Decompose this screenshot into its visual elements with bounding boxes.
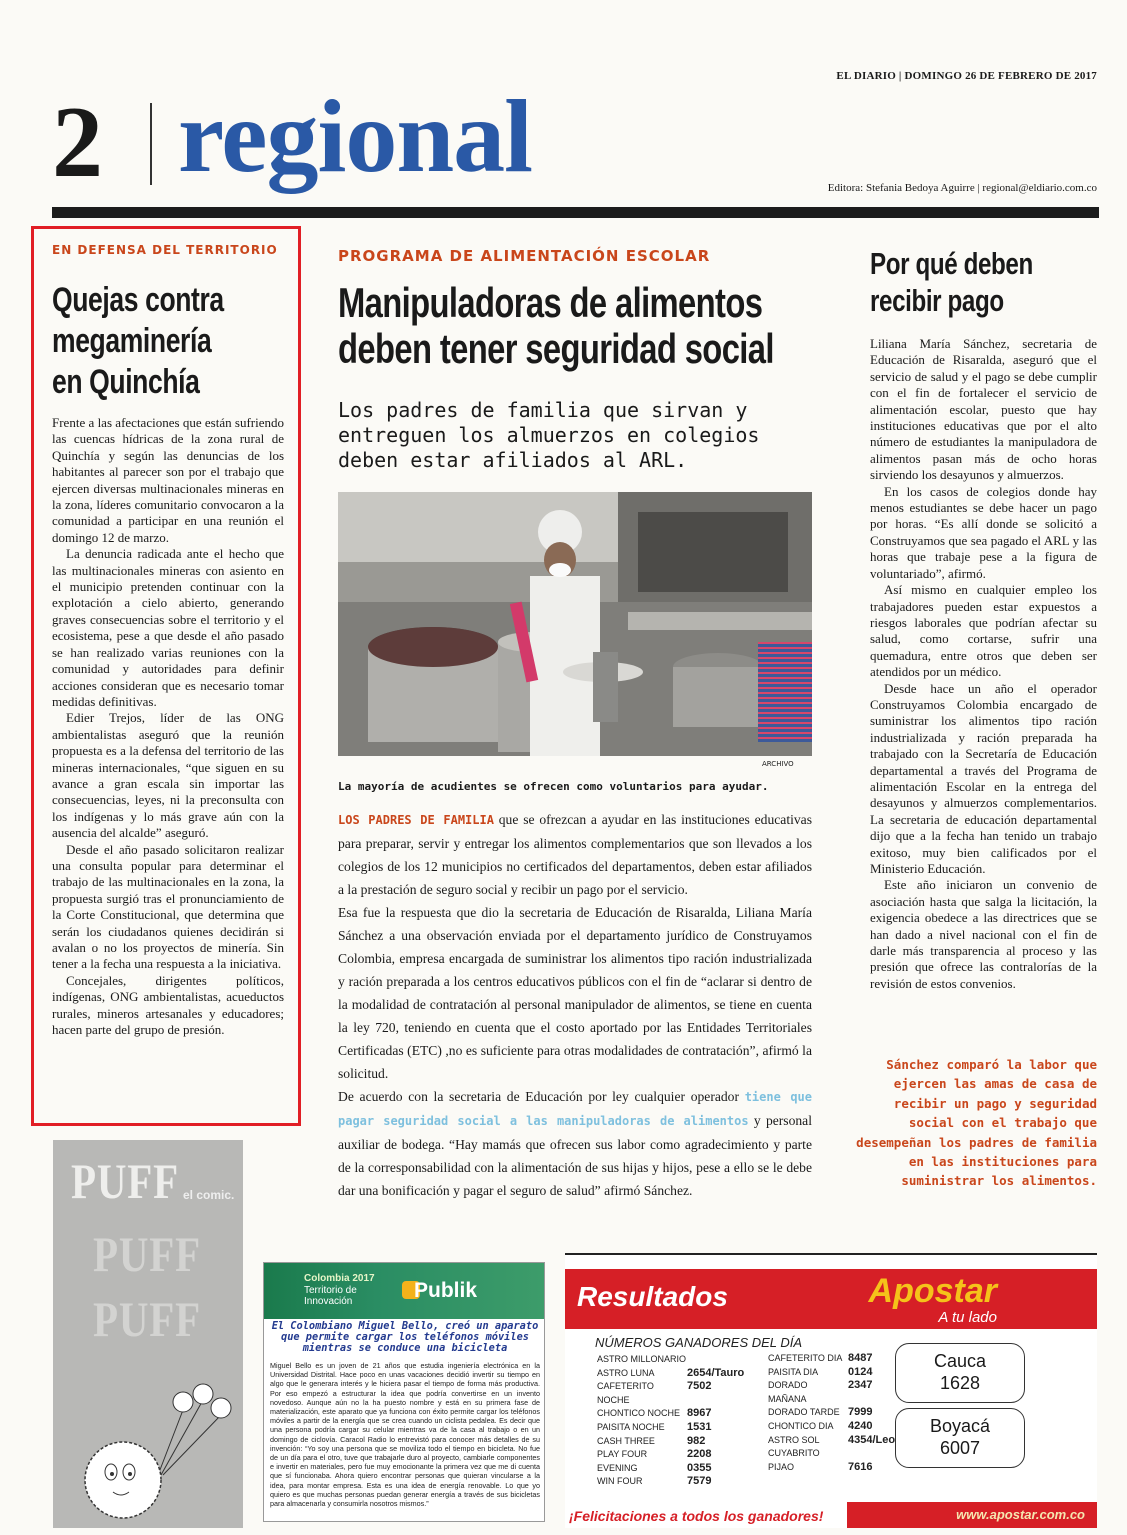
result-row xyxy=(768,1461,895,1475)
result-row xyxy=(768,1447,895,1461)
comic-puff: PUFF xyxy=(93,1291,202,1347)
result-row xyxy=(597,1475,744,1489)
paragraph-text: que se ofrezcan a ayudar en las instituciones educativas para preparar, servir y entregar los alimentos complementarios que son llevados a los colegios de los 12 municipios no certificados del departamentos, deben estar afiliados a la prestación de seguro social y recibir un pago por el servicio. xyxy=(338,812,812,897)
game-value: 4240 xyxy=(848,1419,873,1432)
center-article-body xyxy=(338,808,812,1202)
header-rule xyxy=(52,207,1099,218)
game-name: CHONTICO NOCHE xyxy=(597,1408,680,1419)
paragraph xyxy=(338,808,812,901)
result-row xyxy=(768,1420,895,1434)
apostar-congrats: ¡Felicitaciones a todos los ganadores! xyxy=(569,1508,824,1524)
comic-title: PUFF xyxy=(71,1153,180,1209)
result-row xyxy=(597,1462,744,1476)
apostar-brand: Apostar xyxy=(868,1272,997,1310)
game-name: CASH THREE xyxy=(597,1435,655,1446)
apostar-slogan: A tu lado xyxy=(938,1309,997,1326)
game-name: PLAY FOUR xyxy=(597,1449,648,1460)
result-row xyxy=(597,1367,744,1381)
publik-body: Miguel Bello es un joven de 21 años que estudia ingeniería electrónica en la Universidad Distrital. Hace poco en unas vacaciones decidió invertir su tiempo en algo que le generara interés y le hiciera pasar el tiempo de forma más productiva. Por eso empezó a estructurar la idea que podría convertirse en un invento novedoso. Aunque aún no la ha puesto nombre y está en su primera fase de materialización, este aparato que ya funciona con éxito permite cargar los teléfonos móviles a partir de la energía que se crea cuando un ciclista pedalea. Es decir que una persona podría cargar su celular mientras va de la casa al trabajo o en un domingo de ciclovía. Caracol Radio lo entrevistó para conocer más detalles de su invención: “Yo soy una persona que se moviliza todo el tiempo en bicicleta. No fue de un día para el otro, tuve que trabajarle duro al proyecto, cambiarle componentes e invertir en materiales, pero fue muy emocionante la primera vez que me di cuenta que sí funcionaba. Ahora quiero encontrar personas que quieran vincularse a la idea, para montar empresa. Esta es una idea de energía renovable. Lo que yo quiero es que muchas personas puedan generar energía a través de sus bicicletas para almacenarla y consumirla nosotros mismos.” xyxy=(270,1361,540,1509)
paragraph: Este año iniciaron un convenio de asociación hasta que salga la licitación, la exigencia obedece a las directrices que se han dado a nivel nacional con el fin de darle más transparencia al proceso y las presión que ofrece las contralorías de la revisión de estos convenios. xyxy=(870,877,1097,991)
result-row xyxy=(597,1407,744,1421)
game-value: 2654/Tauro xyxy=(687,1366,745,1379)
paragraph: Desde hace un año el operador Construyamos Colombia encargado de suministrar los alimentos tipo ración industrializada y ración preparada ha trabajado con la Secretaría de Educación departamental a través del Programa de alimentación Escolar en la entrega del desayunos y almuerzos complementarios. La secretaria de educación departamental dijo que a la fecha han tenido un trabajo exitoso, muy bien calificados por el Ministerio Educación. xyxy=(870,680,1097,876)
editor-credit: Editora: Stefania Bedoya Aguirre | regional@eldiario.com.co xyxy=(827,182,1097,194)
comic-tag: el comic. xyxy=(183,1188,235,1202)
publik-tagline: Territorio de Innovación xyxy=(304,1285,357,1307)
publik-logo: Publik xyxy=(414,1279,478,1302)
photo-caption: La mayoría de acudientes se ofrecen como voluntarios para ayudar. xyxy=(338,780,769,793)
game-value: 7579 xyxy=(687,1475,712,1488)
box-value: 6007 xyxy=(939,1438,981,1458)
paragraph: Concejales, dirigentes políticos, indígenas, ONG ambientalistas, acueductos rurales, mineros artesanales y educadores; hacen parte del grupo de presión. xyxy=(52,972,284,1038)
right-headline xyxy=(870,245,1088,319)
game-value: 2208 xyxy=(687,1448,712,1461)
left-kicker: EN DEFENSA DEL TERRITORIO xyxy=(52,243,278,257)
game-value: 982 xyxy=(687,1434,706,1447)
game-name: DORADO TARDE xyxy=(768,1407,840,1418)
box-label: Boyacá xyxy=(929,1416,991,1436)
game-name: PIJAO xyxy=(768,1461,795,1472)
left-headline-line: megaminería xyxy=(52,322,212,360)
result-box-cauca xyxy=(895,1343,1025,1403)
right-headline-line: recibir pago xyxy=(870,283,1004,318)
inline-link[interactable]: tiene que pagar seguridad social a las manipuladoras de alimentos xyxy=(338,1090,812,1128)
kitchen-photo xyxy=(338,492,812,756)
result-row xyxy=(597,1448,744,1462)
game-name: ASTRO LUNA xyxy=(597,1367,655,1378)
right-article-body xyxy=(870,336,1097,992)
center-headline-line: deben tener seguridad social xyxy=(338,325,774,372)
paragraph-text: y personal auxiliar de bodega. “Hay mamás que ofrecen sus labor como agradecimiento y parte de la corresponsabilidad con la alimentación de sus hijas y hijos, pese a ello se le debe dar una bonificación y pagar el seguro de salud” afirmó Sánchez. xyxy=(338,1113,812,1198)
paragraph: Frente a las afectaciones que están sufriendo las cuencas hídricas de la zona rural de Quinchía y según las denuncias de los habitantes al parecer son por el trabajo que ejercen diversas multinacionales mineras en la zona, líderes comunitario convocaron a la comunidad a participar en una reunión el domingo 12 de marzo. xyxy=(52,415,284,545)
publik-headline: El Colombiano Miguel Bello, creó un aparato que permite cargar los teléfonos móviles mientras se conduce una bicicleta xyxy=(271,1320,539,1354)
game-name: ASTRO MILLONARIO xyxy=(597,1354,687,1364)
result-box-boyaca xyxy=(895,1408,1025,1468)
game-value: 7999 xyxy=(848,1406,873,1419)
center-headline-line: Manipuladoras de alimentos xyxy=(338,279,763,326)
apostar-url-link[interactable]: www.apostar.com.co xyxy=(956,1507,1085,1522)
pull-quote: Sánchez comparó la labor que ejercen las amas de casa de recibir un pago y seguridad social con el trabajo que desempeñan los padres de familia en las instituciones para suministrar los alimentos. xyxy=(856,1057,1097,1189)
paragraph xyxy=(338,1085,812,1202)
result-row xyxy=(768,1406,895,1420)
game-value: 7616 xyxy=(848,1460,873,1473)
left-article-body xyxy=(52,415,284,1038)
section-title: regional xyxy=(178,79,533,194)
results-list-left xyxy=(597,1353,744,1489)
game-value: 0124 xyxy=(848,1365,873,1378)
paragraph: Desde el año pasado solicitaron realizar una consulta popular para determinar el trabajo de las multinacionales en la zona, la propuesta surgió tras el pronunciamiento de la Corte Constitucional, que determina que serán los ciudadanos quienes decidirán si avalan o no los proyectos de minería. Sin tener a la fecha una respuesta a la iniciativa. xyxy=(52,841,284,972)
photo-credit: ARCHIVO xyxy=(762,760,794,768)
paragraph: Esa fue la respuesta que dio la secretaria de Educación de Risaralda, Liliana María Sánchez a una observación enviada por el departamento jurídico de Construyamos Colombia, empresa encargada de suministrar los alimentos tipo ración industrializada y ración preparada a los centros educativos públicos con el fin de “aclarar si dentro de la modalidad de contratación al personal manipulador de alimentos, se tiene en cuenta la ley 720, teniendo en cuenta que el costo aportado por las Entidades Territoriales Certificadas (ETC) ,no es suficiente para otras modalidades de contratación”, afirmó la solicitud. xyxy=(338,905,812,1081)
result-row xyxy=(768,1434,895,1448)
publik-year: Colombia 2017 xyxy=(304,1273,375,1284)
result-row xyxy=(768,1379,895,1406)
box-value: 1628 xyxy=(939,1373,981,1393)
apostar-subtitle: NÚMEROS GANADORES DEL DÍA xyxy=(595,1335,803,1350)
result-row xyxy=(597,1353,744,1367)
apostar-ad[interactable] xyxy=(565,1253,1097,1528)
game-value: 1531 xyxy=(687,1420,712,1433)
page-number: 2 xyxy=(52,86,103,199)
result-row xyxy=(597,1421,744,1435)
center-deck: Los padres de familia que sirvan y entreguen los almuerzos en colegios deben estar afiliados al ARL. xyxy=(338,398,760,472)
left-headline-line: Quejas contra xyxy=(52,281,224,319)
result-row xyxy=(768,1352,895,1366)
apostar-title: Resultados xyxy=(577,1281,728,1312)
paragraph: Edier Trejos, líder de las ONG ambientalistas aseguró que la reunión propuesta es a la defensa del territorio de las mineras internacionales, “que siguen en su avance a gran escala sin importar las consecuencias, leyes, ni la preconsulta con los indígenas y lo más grave aún con la ausencia del alcalde” aseguró. xyxy=(52,710,284,841)
game-value: 8967 xyxy=(687,1407,712,1420)
left-headline-line: en Quinchía xyxy=(52,363,200,401)
game-name: PAISITA NOCHE xyxy=(597,1421,665,1432)
box-label: Cauca xyxy=(933,1351,987,1371)
right-headline-line: Por qué deben xyxy=(870,246,1033,281)
lead-in: LOS PADRES DE FAMILIA xyxy=(338,813,494,827)
game-value: 4354/Leo xyxy=(848,1433,896,1446)
game-value: 0355 xyxy=(687,1461,712,1474)
game-name: CAFETERITO NOCHE xyxy=(597,1381,654,1405)
result-row xyxy=(597,1380,744,1407)
game-name: CUYABRITO xyxy=(768,1448,820,1459)
game-name: EVENING xyxy=(597,1462,638,1473)
publik-ad[interactable] xyxy=(263,1262,545,1522)
game-name: CHONTICO DIA xyxy=(768,1420,834,1431)
game-name: PAISITA DIA xyxy=(768,1366,819,1377)
paragraph: Liliana María Sánchez, secretaria de Educación de Risaralda, aseguró que el servicio de salud y el pago se debe cumplir con el fin de fortalecer el servicio de alimentación escolar, puesto que hay instituciones educativas que por el alto número de estudiantes la manipuladora de alimentos pasan más de ocho horas sirviendo los desayunos y almuerzos. xyxy=(870,336,1097,483)
paragraph-text: De acuerdo con la secretaria de Educación por ley cualquier operador xyxy=(338,1089,745,1104)
comic-character-icon xyxy=(63,1380,233,1520)
paragraph: La denuncia radicada ante el hecho que las multinacionales mineras con asiento en el municipio pretenden continuar con la explotación a cielo abierto, generando graves consecuencias sobre el territorio y el ecosistema, pese a que desde el año pasado se han realizado varias reuniones con la comunidad y autoridades para definir acciones consideran que es necesario tomar medidas definitivas. xyxy=(52,546,284,709)
paragraph: Así mismo en cualquier empleo los trabajadores pueden estar expuestos a riesgos laborales que podrían afectar su salud, como cortarse, sufrir una quemadura, entre otros que deben ser atendidos por un médico. xyxy=(870,582,1097,680)
comic-puff: PUFF xyxy=(93,1226,202,1282)
game-value: 7502 xyxy=(687,1380,712,1393)
left-headline xyxy=(52,280,286,403)
masthead-date-line: EL DIARIO | DOMINGO 26 DE FEBRERO DE 2017 xyxy=(836,70,1097,82)
center-headline xyxy=(338,280,814,372)
center-kicker: PROGRAMA DE ALIMENTACIÓN ESCOLAR xyxy=(338,247,711,265)
kitchen-photo-illustration xyxy=(338,492,812,756)
game-value: 8487 xyxy=(848,1352,873,1364)
paragraph: En los casos de colegios donde hay menos estudiantes se debe hacer un pago por horas. “Es allí donde se solicitó a Construyamos que sea pagado el ARL y las horas que trabaje pese a la figura de voluntariado”, afirmó. xyxy=(870,483,1097,581)
comic-strip xyxy=(53,1140,243,1528)
results-list-right xyxy=(768,1352,895,1474)
game-name: CAFETERITO DIA xyxy=(768,1353,843,1363)
game-name: WIN FOUR xyxy=(597,1476,643,1487)
game-name: DORADO MAÑANA xyxy=(768,1380,808,1404)
section-divider xyxy=(150,103,152,185)
game-name: ASTRO SOL xyxy=(768,1434,820,1445)
game-value: 2347 xyxy=(848,1379,873,1392)
result-row xyxy=(768,1366,895,1380)
result-row xyxy=(597,1435,744,1449)
